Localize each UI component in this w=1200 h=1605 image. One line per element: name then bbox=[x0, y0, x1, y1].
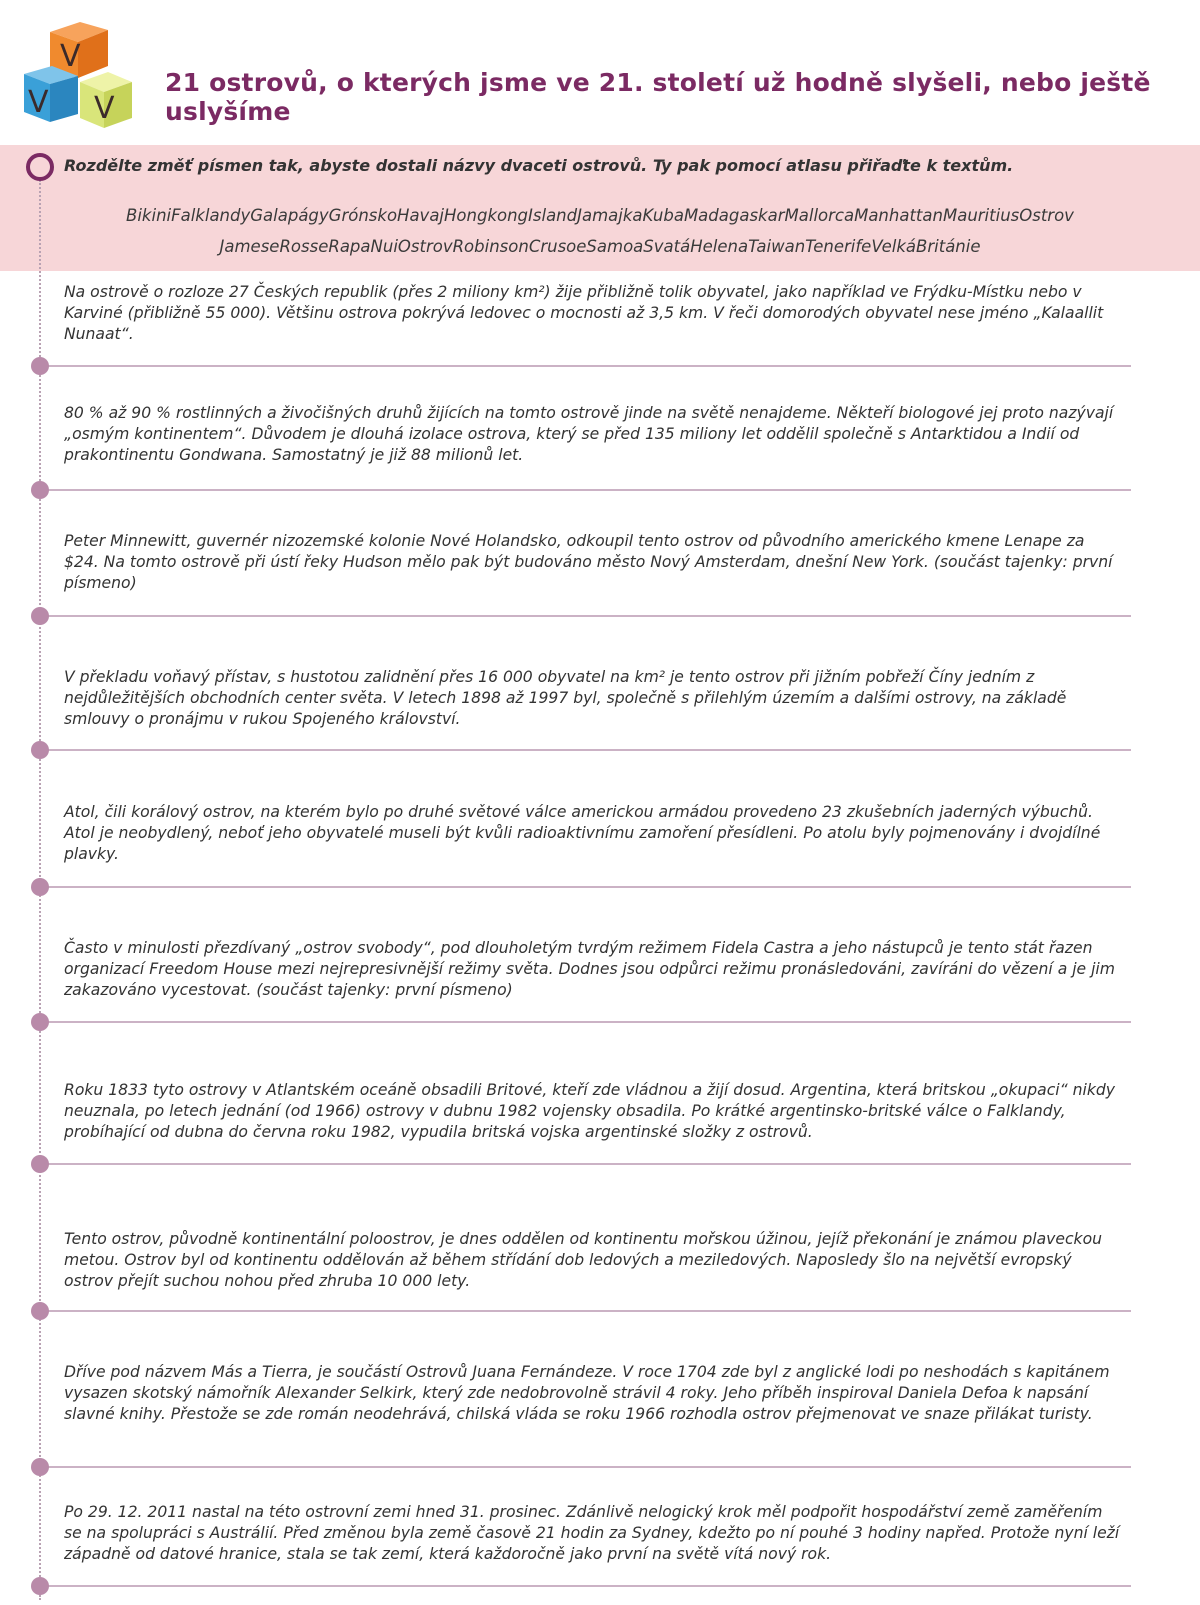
separator bbox=[46, 365, 1131, 367]
letter-jumble bbox=[70, 200, 1130, 262]
letter-jumble-line: JameseRosseRapaNuiOstrovRobinsonCrusoeSamoaSvatáHelenaTaiwanTenerifeVelkáBritánie bbox=[219, 237, 981, 256]
timeline-dot-icon bbox=[31, 878, 49, 896]
clue-text: V překladu voňavý přístav, s hustotou zalidnění přes 16 000 obyvatel na km² je tento ostrov při jižním pobřeží Číny jedním z nejdůležitějších obchodních center světa. V letech 1898 až 1997 byl, společně s přilehlým územím a dalšími ostrovy, na základě smlouvy o pronájmu v rukou Spojeného království. bbox=[64, 668, 1067, 728]
page-title: 21 ostrovů, o kterých jsme ve 21. století už hodně slyšeli, nebo ještě uslyšíme bbox=[165, 68, 1151, 126]
timeline-dot-icon bbox=[31, 607, 49, 625]
separator bbox=[46, 749, 1131, 751]
clue-text: Často v minulosti přezdívaný „ostrov svobody“, pod dlouholetým tvrdým režimem Fidela Castra a jeho nástupců je tento stát řazen organizací Freedom House mezi nejrepresivnější režimy světa. Dodnes jsou odpůrci režimu pronásledováni, zavíráni do vězení a je jim zakazováno vycestovat. (součást tajenky: první písmeno) bbox=[64, 939, 1115, 999]
separator bbox=[46, 1585, 1131, 1587]
task-instruction: Rozdělte změť písmen tak, abyste dostali názvy dvaceti ostrovů. Ty pak pomocí atlasu přiřaďte k textům. bbox=[64, 156, 1014, 175]
letter-jumble-line: BikiniFalklandyGalapágyGrónskoHavajHongkongIslandJamajkaKubaMadagaskarMallorcaManhattanMauritiusOstrov bbox=[126, 206, 1074, 225]
separator bbox=[46, 615, 1131, 617]
timeline-dot-icon bbox=[31, 1577, 49, 1595]
logo-letter: V bbox=[60, 39, 81, 74]
clue-text: Po 29. 12. 2011 nastal na této ostrovní zemi hned 31. prosinec. Zdánlivě nelogický krok měl podpořit hospodářství země zaměřením se na spolupráci s Austrálií. Před změnou byla země časově 21 hodin za Sydney, kdežto po ní pouhé 3 hodiny napřed. Protože nyní leží západně od datové hranice, stala se tak zemí, která každoročně jako první na světě vítá nový rok. bbox=[64, 1503, 1120, 1563]
timeline-dot-icon bbox=[31, 1458, 49, 1476]
task-marker-icon bbox=[26, 153, 54, 181]
separator bbox=[46, 489, 1131, 491]
cubes-logo-icon bbox=[22, 22, 134, 130]
logo bbox=[22, 22, 134, 130]
timeline-dot-icon bbox=[31, 1013, 49, 1031]
separator bbox=[46, 1163, 1131, 1165]
clue-text: Roku 1833 tyto ostrovy v Atlantském oceáně obsadili Britové, kteří zde vládnou a žijí dosud. Argentina, která britskou „okupaci“ nikdy neuznala, po letech jednání (od 1966) ostrovy v dubnu 1982 vojensky obsadila. Po krátké argentinsko-britské válce o Falklandy, probíhající od dubna do června roku 1982, vypudila britská vojska argentinské složky z ostrovů. bbox=[64, 1081, 1116, 1141]
logo-letter: V bbox=[28, 85, 49, 120]
clue-text: Tento ostrov, původně kontinentální poloostrov, je dnes oddělen od kontinentu mořskou úžinou, jejíž překonání je známou plaveckou metou. Ostrov byl od kontinentu oddělován až během střídání dob ledových a meziledových. Naposledy šlo na největší evropský ostrov přejít suchou nohou před zhruba 10 000 lety. bbox=[64, 1230, 1102, 1290]
clue-text: Dříve pod názvem Más a Tierra, je součástí Ostrovů Juana Fernándeze. V roce 1704 zde byl z anglické lodi po neshodách s kapitánem vysazen skotský námořník Alexander Selkirk, který zde nedobrovolně strávil 4 roky. Jeho příběh inspiroval Daniela Defoa k napsání slavné knihy. Přestože se zde román neodehrává, chilská vláda se roku 1966 rozhodla ostrov přejmenovat ve snaze přilákat turisty. bbox=[64, 1363, 1110, 1423]
timeline-dot-icon bbox=[31, 741, 49, 759]
clue-text: Peter Minnewitt, guvernér nizozemské kolonie Nové Holandsko, odkoupil tento ostrov od původního amerického kmene Lenape za $24. Na tomto ostrově při ústí řeky Hudson mělo pak být budováno město Nový Amsterdam, dnešní New York. (součást tajenky: první písmeno) bbox=[64, 532, 1113, 592]
separator bbox=[46, 1466, 1131, 1468]
clue-text: Na ostrově o rozloze 27 Českých republik (přes 2 miliony km²) žije přibližně tolik obyvatel, jako například ve Frýdku-Místku nebo v Karviné (přibližně 55 000). Většinu ostrova pokrývá ledovec o mocnosti až 3,5 km. V řeči domorodých obyvatel nese jméno „Kalaallit Nunaat“. bbox=[64, 283, 1104, 343]
separator bbox=[46, 1310, 1131, 1312]
timeline-dot-icon bbox=[31, 1155, 49, 1173]
timeline-dot-icon bbox=[31, 357, 49, 375]
timeline-dot-icon bbox=[31, 1302, 49, 1320]
clue-text: 80 % až 90 % rostlinných a živočišných druhů žijících na tomto ostrově jinde na světě nenajdeme. Někteří biologové jej proto nazývají „osmým kontinentem“. Důvodem je dlouhá izolace ostrova, který se před 135 miliony let oddělil společně s Antarktidou a Indií od prakontinentu Gondwana. Samostatný je již 88 milionů let. bbox=[64, 404, 1114, 464]
clue-text: Atol, čili korálový ostrov, na kterém bylo po druhé světové válce americkou armádou provedeno 23 zkušebních jaderných výbuchů. Atol je neobydlený, neboť jeho obyvatelé museli být kvůli radioaktivnímu zamoření přesídleni. Po atolu byly pojmenovány i dvojdílné plavky. bbox=[64, 803, 1101, 863]
separator bbox=[46, 886, 1131, 888]
timeline-dot-icon bbox=[31, 481, 49, 499]
separator bbox=[46, 1021, 1131, 1023]
logo-letter: V bbox=[94, 91, 115, 126]
